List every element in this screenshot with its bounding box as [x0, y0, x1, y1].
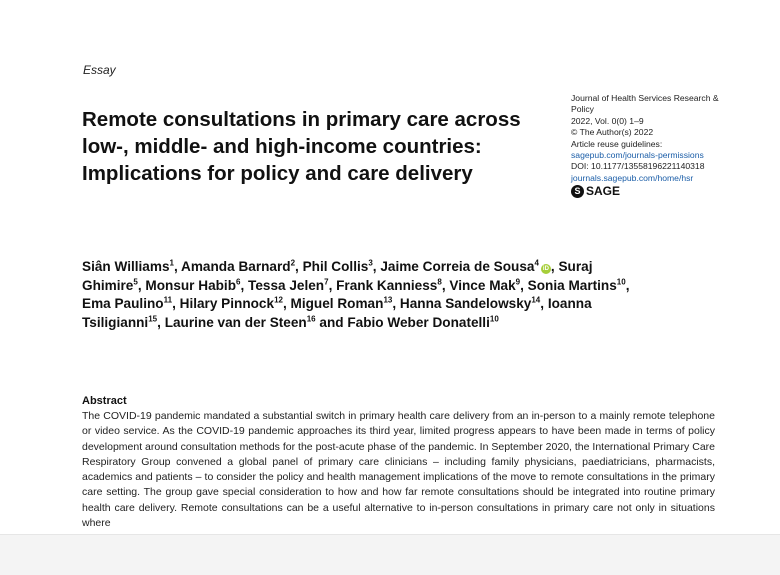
author-affiliation: 2: [290, 258, 296, 268]
author-affiliation: 15: [148, 313, 158, 323]
author-entry: [291, 296, 393, 311]
author-name: Ioanna Tsiligianni: [82, 296, 592, 330]
author-name: Jaime Correia de Sousa: [380, 259, 535, 274]
author-list: Siân Williams$^1$, Amanda Barnard$^2$, Phil Collis$^3$, Jaime Correia de Sousa$^4$iD , Suraj Ghimire$^5$, Monsur Habib$^6$, Tessa Jelen$^7$, Frank Kanniess$^8$, Vince Mak$^9$, Sonia Martins$^{10}$, Ema Paulino$^{11}$, Hilary Pinnock$^{12}$, Miguel Roman$^{13}$, Hanna Sandelowsky$^{14}$, Ioanna Tsiligianni$^{15}$, Laurine van der Steen$^{16}$ and Fabio Weber Donatelli$^{10}$: [82, 258, 630, 330]
author-entry: [145, 278, 240, 293]
author-entry: [380, 259, 551, 274]
copyright: © The Author(s) 2022: [571, 127, 654, 138]
author-entry: [165, 315, 316, 330]
publisher-logo: [571, 184, 620, 198]
author-entry: [303, 259, 373, 274]
author-name: Siân Williams: [82, 259, 170, 274]
orcid-icon[interactable]: iD: [542, 266, 549, 272]
reuse-label: Article reuse guidelines:: [571, 138, 663, 149]
author-name: Phil Collis: [302, 259, 369, 274]
journal-info: [571, 93, 751, 184]
author-affiliation: 5: [133, 276, 138, 286]
author-affiliation: 4: [534, 258, 539, 268]
journal-link[interactable]: journals.sagepub.com/home/hsr: [571, 172, 694, 183]
abstract-body: The COVID-19 pandemic mandated a substantial switch in primary health care delivery from an in-person to a mainly remote telephone or video service. As the COVID-19 pandemic approaches its third year, limited progress appears to have been made in terms of policy development around consultation methods for the post-acute phase of the pandemic. In September 2020, the International Primary Care Respiratory Group convened a global panel of primary care clinicians – including family physicians, paediatricians, pharmacists, academics and patients – to consider the policy and health management implications of the move to remote consultations in the primary care setting. The group gave special consideration to how and how far remote consultations should be integrated into routine primary health care delivery. Remote consultations can be a useful alternative to in-person consultations in primary care not only in situations where: [82, 410, 715, 530]
author-name: Frank Kanniess: [336, 277, 438, 293]
article-title: Remote consultations in primary care across low-, middle- and high-income countries: Implications for policy and care delivery: [82, 108, 521, 185]
author-entry: [336, 278, 442, 293]
author-name: Amanda Barnard: [181, 259, 291, 274]
author-entry: [181, 259, 295, 274]
author-name: Hilary Pinnock: [179, 296, 275, 311]
author-name: Hanna Sandelowsky: [399, 296, 532, 311]
author-affiliation: 8: [437, 276, 442, 286]
author-name: Suraj Ghimire: [82, 259, 593, 293]
author-entry: [82, 259, 174, 274]
author-entry: [347, 315, 498, 330]
permissions-link[interactable]: sagepub.com/journals-permissions: [571, 150, 704, 161]
author-affiliation: 12: [274, 295, 283, 305]
abstract-heading: Abstract: [82, 395, 127, 407]
author-affiliation: 6: [236, 276, 241, 286]
journal-name-line-1: Journal of Health Services Research &: [571, 93, 719, 103]
author-affiliation: 10: [616, 276, 626, 286]
section-label: Essay: [83, 63, 116, 77]
journal-name-line-2: Policy: [571, 104, 594, 115]
author-affiliation: 1: [169, 258, 174, 268]
author-entry: [180, 296, 283, 311]
author-entry: [82, 296, 172, 311]
author-affiliation: 14: [531, 295, 541, 305]
author-name: Ema Paulino: [82, 296, 164, 311]
author-entry: [528, 278, 626, 293]
author-name: Fabio Weber Donatelli: [347, 314, 490, 330]
author-name: Monsur Habib: [145, 277, 237, 293]
bottom-strip: [0, 534, 780, 575]
author-affiliation: 9: [515, 276, 521, 286]
author-entry: [449, 278, 520, 293]
doi: DOI: 10.1177/13558196221140318: [571, 161, 705, 172]
author-name: Miguel Roman: [290, 296, 384, 311]
author-affiliation: 7: [324, 276, 329, 286]
author-name: Vince Mak: [449, 277, 516, 293]
author-entry: [400, 296, 540, 311]
author-name: Tessa Jelen: [248, 277, 325, 293]
author-name: Laurine van der Steen: [164, 314, 307, 330]
author-affiliation: 3: [368, 258, 373, 268]
author-name: Sonia Martins: [527, 277, 617, 293]
author-affiliation: 10: [489, 313, 499, 323]
author-affiliation: 16: [306, 313, 316, 323]
journal-volume: 2022, Vol. 0(0) 1–9: [571, 115, 644, 126]
sage-logo-icon: S: [571, 185, 584, 198]
author-affiliation: 13: [383, 295, 393, 305]
author-affiliation: 11: [163, 295, 173, 305]
author-entry: [248, 278, 329, 293]
publisher-name: SAGE: [586, 184, 621, 198]
